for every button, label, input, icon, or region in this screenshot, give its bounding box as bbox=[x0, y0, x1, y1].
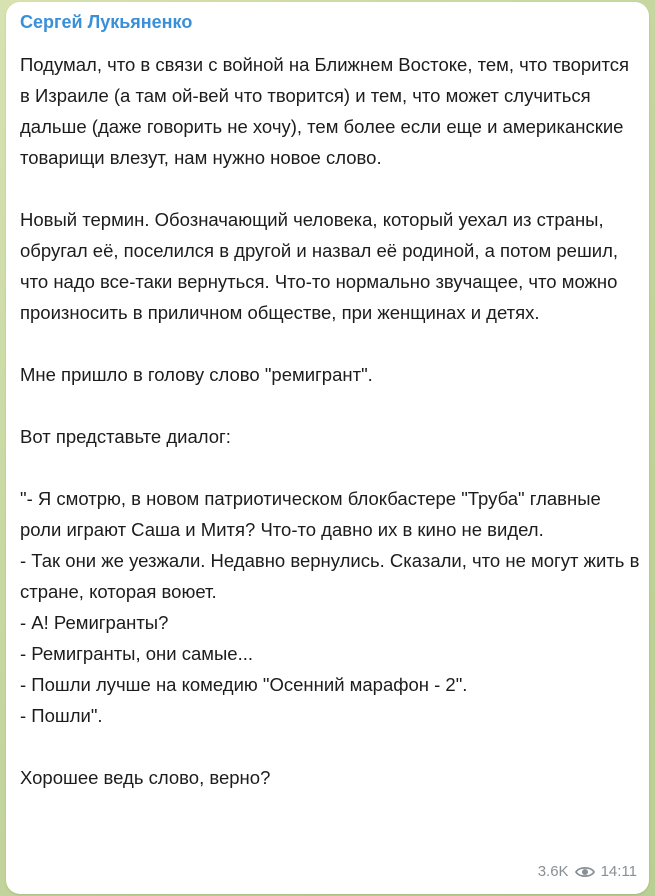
eye-icon bbox=[575, 865, 595, 879]
message-time: 14:11 bbox=[600, 863, 637, 880]
message-text: Подумал, что в связи с войной на Ближнем Востоке, тем, что творится в Израиле (а там ой-вей что творится) и тем, что может случиться дальше (даже говорить не хочу), тем более если еще и американские товарищи влезут, нам нужно новое слово. Новый термин. Обозначающий человека, который уехал из страны, обругал её, поселился в другой и назвал её родиной, а потом решил, что надо все-таки вернуться. Что-то нормально звучащее, что можно произносить в приличном обществе, при женщинах и детях. Мне пришло в голову слово "ремигрант". Вот представьте диалог: "- Я смотрю, в новом патриотическом блокбастере "Труба" главные роли играют Саша и Митя? Что-то давно их в кино не видел. - Так они же уезжали. Недавно вернулись. Сказали, что не могут жить в стране, которая воюет. - А! Ремигранты? - Ремигранты, они самые... - Пошли лучше на комедию "Осенний марафон - 2". - Пошли". Хорошее ведь слово, верно? bbox=[20, 54, 640, 788]
sender-name[interactable]: Сергей Лукьяненко bbox=[20, 12, 193, 32]
message-meta bbox=[538, 863, 637, 880]
view-count: 3.6K bbox=[537, 863, 569, 880]
message-bubble[interactable] bbox=[6, 2, 649, 894]
